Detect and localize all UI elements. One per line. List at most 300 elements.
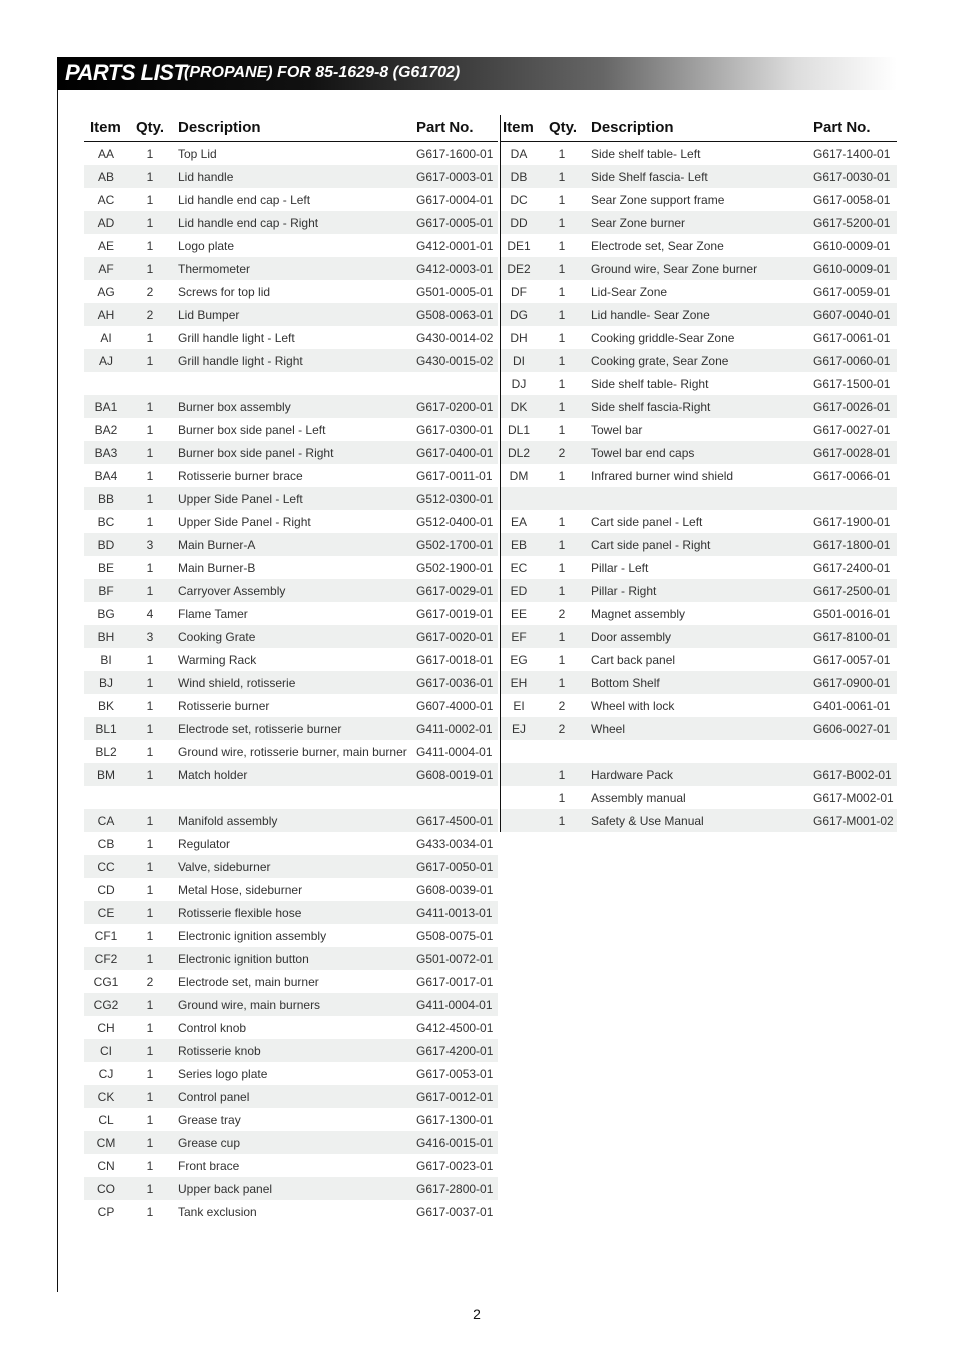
cell-item: EC: [510, 561, 528, 575]
cell-description: Magnet assembly: [591, 607, 686, 621]
cell-qty: 1: [146, 676, 154, 690]
cell-description: Lid Bumper: [178, 308, 240, 322]
table-row: [501, 602, 897, 625]
header-description: Description: [178, 119, 261, 136]
cell-part-no: G617-1900-01: [813, 515, 891, 529]
table-row: [84, 924, 498, 947]
table-row: [84, 763, 498, 786]
cell-qty: 1: [146, 653, 154, 667]
cell-qty: 1: [558, 561, 566, 575]
table-row: [501, 533, 897, 556]
cell-part-no: G617-1800-01: [813, 538, 891, 552]
table-row: [84, 1177, 498, 1200]
cell-part-no: G411-0004-01: [416, 998, 493, 1012]
cell-description: Valve, sideburner: [178, 860, 271, 874]
cell-item: DA: [510, 147, 528, 161]
cell-part-no: G610-0009-01: [813, 262, 891, 276]
cell-item: BD: [97, 538, 115, 552]
table-row: [501, 786, 897, 809]
cell-item: CF1: [94, 929, 118, 943]
cell-qty: 2: [558, 722, 566, 736]
cell-item: CH: [97, 1021, 115, 1035]
table-row: [84, 648, 498, 671]
table-row: [84, 786, 498, 809]
left-margin-rule: [57, 57, 58, 1292]
cell-description: Wheel: [591, 722, 626, 736]
cell-part-no: G617-0004-01: [416, 193, 494, 207]
cell-part-no: G608-0019-01: [416, 768, 494, 782]
cell-part-no: G617-B002-01: [813, 768, 892, 782]
cell-item: BB: [97, 492, 114, 506]
cell-item: CD: [97, 883, 115, 897]
cell-item: CI: [100, 1044, 112, 1058]
cell-item: CC: [97, 860, 115, 874]
cell-part-no: G412-4500-01: [416, 1021, 494, 1035]
cell-qty: 1: [558, 377, 566, 391]
table-row: [501, 625, 897, 648]
table-header: [84, 115, 498, 142]
cell-description: Side shelf table- Right: [591, 377, 709, 391]
cell-description: Ground wire, main burners: [178, 998, 321, 1012]
cell-part-no: G617-M002-01: [813, 791, 894, 805]
cell-item: ED: [510, 584, 528, 598]
cell-qty: 1: [146, 561, 154, 575]
cell-description: Metal Hose, sideburner: [178, 883, 303, 897]
cell-qty: 1: [146, 469, 154, 483]
cell-qty: 1: [558, 423, 566, 437]
table-header: [501, 115, 897, 142]
cell-qty: 1: [558, 653, 566, 667]
cell-item: DC: [510, 193, 528, 207]
cell-part-no: G617-1600-01: [416, 147, 494, 161]
table-row: [84, 1085, 498, 1108]
table-row: [84, 1200, 498, 1223]
cell-part-no: G617-0027-01: [813, 423, 891, 437]
table-row: [84, 970, 498, 993]
cell-description: Upper Side Panel - Left: [178, 492, 303, 506]
table-row: [501, 349, 897, 372]
cell-description: Logo plate: [178, 239, 235, 253]
cell-part-no: G617-0200-01: [416, 400, 494, 414]
cell-part-no: G411-0002-01: [416, 722, 493, 736]
cell-part-no: G501-0005-01: [416, 285, 494, 299]
cell-part-no: G617-0018-01: [416, 653, 494, 667]
cell-description: Hardware Pack: [591, 768, 674, 782]
cell-part-no: G617-0060-01: [813, 354, 891, 368]
cell-description: Rotisserie burner: [178, 699, 270, 713]
cell-item: CF2: [94, 952, 118, 966]
cell-description: Lid handle- Sear Zone: [591, 308, 710, 322]
cell-qty: 2: [146, 285, 154, 299]
cell-part-no: G617-M001-02: [813, 814, 894, 828]
cell-description: Side Shelf fascia- Left: [591, 170, 708, 184]
cell-qty: 1: [146, 239, 154, 253]
cell-description: Electrode set, rotisserie burner: [178, 722, 342, 736]
cell-part-no: G617-0028-01: [813, 446, 891, 460]
cell-qty: 1: [146, 814, 154, 828]
cell-qty: 2: [146, 308, 154, 322]
table-row: [501, 257, 897, 280]
table-row: [501, 487, 897, 510]
cell-qty: 1: [146, 699, 154, 713]
parts-table-right: [500, 115, 897, 832]
cell-item: BF: [98, 584, 114, 598]
cell-part-no: G508-0063-01: [416, 308, 494, 322]
cell-item: BA2: [94, 423, 118, 437]
cell-description: Cart back panel: [591, 653, 676, 667]
cell-description: Cart side panel - Left: [591, 515, 703, 529]
cell-item: CG2: [93, 998, 119, 1012]
cell-part-no: G617-0030-01: [813, 170, 891, 184]
cell-item: BE: [97, 561, 114, 575]
header-qty: Qty.: [136, 119, 165, 136]
cell-description: Sear Zone support frame: [591, 193, 725, 207]
cell-description: Lid handle end cap - Left: [178, 193, 311, 207]
cell-part-no: G617-1500-01: [813, 377, 891, 391]
cell-part-no: G512-0300-01: [416, 492, 494, 506]
cell-qty: 1: [146, 768, 154, 782]
page-number: 2: [473, 1306, 481, 1322]
cell-item: BA1: [94, 400, 118, 414]
table-row: [84, 510, 498, 533]
page-title: PARTS LIST: [65, 60, 187, 85]
table-row: [84, 303, 498, 326]
cell-part-no: G617-0012-01: [416, 1090, 494, 1104]
cell-description: Carryover Assembly: [178, 584, 286, 598]
cell-item: BG: [97, 607, 115, 621]
cell-part-no: G617-1300-01: [416, 1113, 494, 1127]
cell-qty: 1: [558, 262, 566, 276]
cell-part-no: G617-1400-01: [813, 147, 891, 161]
cell-item: EE: [510, 607, 527, 621]
cell-item: BL2: [95, 745, 117, 759]
cell-qty: 1: [558, 147, 566, 161]
cell-description: Burner box side panel - Right: [178, 446, 334, 460]
cell-qty: 2: [146, 975, 154, 989]
cell-item: EI: [513, 699, 525, 713]
table-row: [84, 395, 498, 418]
cell-part-no: G401-0061-01: [813, 699, 891, 713]
cell-part-no: G608-0039-01: [416, 883, 494, 897]
cell-description: Grease tray: [178, 1113, 241, 1127]
cell-part-no: G502-1700-01: [416, 538, 494, 552]
cell-item: DL1: [507, 423, 530, 437]
cell-item: EH: [510, 676, 528, 690]
cell-item: BK: [97, 699, 114, 713]
cell-part-no: G617-0017-01: [416, 975, 494, 989]
cell-item: DD: [510, 216, 528, 230]
parts-list-banner: [57, 57, 897, 90]
cell-description: Cooking grate, Sear Zone: [591, 354, 729, 368]
cell-description: Wheel with lock: [591, 699, 675, 713]
cell-qty: 1: [558, 538, 566, 552]
table-row: [84, 1154, 498, 1177]
cell-description: Thermometer: [178, 262, 251, 276]
table-row: [84, 1131, 498, 1154]
cell-description: Lid-Sear Zone: [591, 285, 668, 299]
table-row: [84, 142, 498, 165]
cell-description: Main Burner-B: [178, 561, 256, 575]
cell-item: AJ: [98, 354, 113, 368]
cell-qty: 1: [558, 216, 566, 230]
cell-qty: 1: [146, 883, 154, 897]
table-row: [84, 280, 498, 303]
cell-description: Lid handle end cap - Right: [178, 216, 319, 230]
cell-qty: 1: [146, 193, 154, 207]
table-row: [501, 326, 897, 349]
cell-part-no: G617-0300-01: [416, 423, 494, 437]
cell-qty: 3: [146, 630, 154, 644]
cell-item: AD: [97, 216, 115, 230]
cell-description: Rotisserie flexible hose: [178, 906, 302, 920]
table-body: [84, 142, 498, 1223]
cell-description: Control knob: [178, 1021, 247, 1035]
cell-qty: 1: [146, 837, 154, 851]
cell-description: Infrared burner wind shield: [591, 469, 734, 483]
cell-qty: 1: [558, 676, 566, 690]
cell-description: Assembly manual: [591, 791, 686, 805]
cell-description: Bottom Shelf: [591, 676, 660, 690]
cell-description: Electrode set, Sear Zone: [591, 239, 724, 253]
cell-qty: 1: [146, 722, 154, 736]
header-part-no: Part No.: [416, 119, 474, 136]
cell-item: CK: [97, 1090, 115, 1104]
cell-description: Match holder: [178, 768, 248, 782]
table-row: [84, 1108, 498, 1131]
cell-qty: 1: [146, 1090, 154, 1104]
cell-item: AH: [97, 308, 115, 322]
table-body: [501, 142, 897, 832]
cell-item: EB: [510, 538, 527, 552]
cell-part-no: G617-4500-01: [416, 814, 494, 828]
cell-qty: 1: [146, 170, 154, 184]
table-row: [84, 694, 498, 717]
table-row: [84, 901, 498, 924]
table-row: [501, 717, 897, 740]
cell-part-no: G411-0013-01: [416, 906, 493, 920]
cell-part-no: G610-0009-01: [813, 239, 891, 253]
cell-part-no: G617-0011-01: [416, 469, 493, 483]
table-row: [84, 740, 498, 763]
cell-qty: 1: [558, 239, 566, 253]
table-row: [501, 694, 897, 717]
table-row: [84, 487, 498, 510]
cell-description: Series logo plate: [178, 1067, 268, 1081]
cell-description: Side shelf table- Left: [591, 147, 701, 161]
table-row: [84, 1016, 498, 1039]
cell-item: BH: [97, 630, 115, 644]
cell-part-no: G617-0023-01: [416, 1159, 494, 1173]
cell-part-no: G617-0061-01: [813, 331, 891, 345]
cell-part-no: G501-0072-01: [416, 952, 494, 966]
cell-qty: 1: [146, 860, 154, 874]
cell-qty: 1: [146, 906, 154, 920]
cell-description: Wind shield, rotisserie: [178, 676, 296, 690]
table-row: [501, 395, 897, 418]
cell-description: Grill handle light - Right: [178, 354, 303, 368]
cell-part-no: G617-0029-01: [416, 584, 494, 598]
cell-item: BI: [100, 653, 112, 667]
cell-qty: 1: [146, 400, 154, 414]
cell-qty: 1: [146, 745, 154, 759]
cell-description: Burner box side panel - Left: [178, 423, 326, 437]
cell-part-no: G430-0015-02: [416, 354, 494, 368]
cell-part-no: G617-2800-01: [416, 1182, 494, 1196]
cell-description: Top Lid: [178, 147, 217, 161]
table-row: [501, 809, 897, 832]
cell-description: Pillar - Left: [591, 561, 649, 575]
cell-description: Rotisserie knob: [178, 1044, 261, 1058]
cell-part-no: G617-0057-01: [813, 653, 891, 667]
cell-part-no: G617-2400-01: [813, 561, 891, 575]
cell-qty: 1: [558, 193, 566, 207]
header-part-no: Part No.: [813, 119, 871, 136]
cell-item: DL2: [507, 446, 530, 460]
header-qty: Qty.: [549, 119, 578, 136]
cell-item: DM: [509, 469, 529, 483]
table-row: [84, 372, 498, 395]
table-row: [84, 625, 498, 648]
table-row: [84, 441, 498, 464]
cell-qty: 1: [146, 262, 154, 276]
table-row: [84, 878, 498, 901]
table-row: [84, 165, 498, 188]
table-row: [501, 418, 897, 441]
cell-part-no: G508-0075-01: [416, 929, 494, 943]
cell-part-no: G617-2500-01: [813, 584, 891, 598]
cell-description: Front brace: [178, 1159, 240, 1173]
cell-qty: 1: [146, 1182, 154, 1196]
table-row: [84, 993, 498, 1016]
cell-qty: 1: [558, 469, 566, 483]
cell-qty: 1: [146, 446, 154, 460]
cell-qty: 2: [558, 607, 566, 621]
cell-item: AE: [97, 239, 114, 253]
cell-item: CA: [97, 814, 115, 828]
table-row: [501, 188, 897, 211]
cell-qty: 1: [146, 331, 154, 345]
cell-qty: 4: [146, 607, 154, 621]
cell-description: Grill handle light - Left: [178, 331, 295, 345]
cell-description: Upper back panel: [178, 1182, 273, 1196]
cell-part-no: G607-4000-01: [416, 699, 494, 713]
cell-item: DB: [510, 170, 528, 184]
cell-qty: 1: [146, 423, 154, 437]
cell-description: Lid handle: [178, 170, 234, 184]
cell-part-no: G617-0019-01: [416, 607, 494, 621]
cell-qty: 1: [146, 1067, 154, 1081]
table-row: [84, 556, 498, 579]
cell-item: DE1: [507, 239, 531, 253]
table-row: [84, 717, 498, 740]
cell-qty: 1: [146, 584, 154, 598]
table-row: [84, 1039, 498, 1062]
cell-part-no: G412-0001-01: [416, 239, 494, 253]
cell-item: BM: [97, 768, 115, 782]
cell-item: DG: [510, 308, 528, 322]
cell-part-no: G617-5200-01: [813, 216, 891, 230]
table-row: [84, 234, 498, 257]
cell-description: Screws for top lid: [178, 285, 271, 299]
cell-description: Grease cup: [178, 1136, 241, 1150]
cell-description: Safety & Use Manual: [591, 814, 704, 828]
cell-qty: 1: [146, 1021, 154, 1035]
cell-part-no: G502-1900-01: [416, 561, 494, 575]
cell-part-no: G617-0900-01: [813, 676, 891, 690]
cell-qty: 1: [558, 308, 566, 322]
cell-item: DE2: [507, 262, 531, 276]
cell-part-no: G617-0037-01: [416, 1205, 494, 1219]
table-row: [84, 1062, 498, 1085]
cell-part-no: G617-0026-01: [813, 400, 891, 414]
cell-part-no: G412-0003-01: [416, 262, 494, 276]
cell-qty: 1: [146, 216, 154, 230]
table-row: [84, 464, 498, 487]
cell-description: Ground wire, rotisserie burner, main burner: [178, 745, 407, 759]
table-row: [84, 349, 498, 372]
cell-part-no: G617-8100-01: [813, 630, 891, 644]
cell-qty: 1: [146, 1044, 154, 1058]
table-row: [84, 832, 498, 855]
cell-item: DH: [510, 331, 528, 345]
cell-item: AB: [97, 170, 114, 184]
cell-part-no: G411-0004-01: [416, 745, 493, 759]
cell-item: CG1: [93, 975, 119, 989]
cell-qty: 1: [558, 630, 566, 644]
cell-qty: 1: [146, 1159, 154, 1173]
cell-part-no: G416-0015-01: [416, 1136, 494, 1150]
cell-item: AC: [97, 193, 115, 207]
cell-qty: 1: [558, 515, 566, 529]
cell-part-no: G617-4200-01: [416, 1044, 494, 1058]
table-row: [501, 671, 897, 694]
cell-description: Warming Rack: [178, 653, 257, 667]
cell-description: Flame Tamer: [178, 607, 248, 621]
cell-qty: 1: [558, 285, 566, 299]
cell-item: DI: [513, 354, 525, 368]
cell-qty: 1: [146, 952, 154, 966]
cell-qty: 1: [146, 354, 154, 368]
cell-item: DK: [510, 400, 528, 414]
cell-description: Manifold assembly: [178, 814, 278, 828]
cell-description: Electronic ignition assembly: [178, 929, 327, 943]
cell-description: Pillar - Right: [591, 584, 657, 598]
parts-table-left: [84, 115, 498, 1223]
table-row: [501, 234, 897, 257]
cell-description: Regulator: [178, 837, 231, 851]
cell-item: AF: [98, 262, 114, 276]
cell-item: CB: [97, 837, 115, 851]
cell-item: CE: [97, 906, 115, 920]
header-item: Item: [90, 119, 121, 136]
table-row: [501, 510, 897, 533]
cell-item: EG: [510, 653, 528, 667]
cell-qty: 1: [146, 147, 154, 161]
cell-description: Control panel: [178, 1090, 250, 1104]
cell-item: CM: [96, 1136, 116, 1150]
table-row: [501, 280, 897, 303]
table-row: [501, 165, 897, 188]
cell-item: AI: [100, 331, 112, 345]
table-row: [501, 740, 897, 763]
cell-qty: 1: [558, 791, 566, 805]
cell-item: CO: [97, 1182, 115, 1196]
table-row: [84, 947, 498, 970]
table-row: [84, 579, 498, 602]
cell-qty: 1: [146, 929, 154, 943]
page-subtitle: (PROPANE) FOR 85-1629-8 (G61702): [184, 64, 461, 81]
cell-item: AG: [97, 285, 115, 299]
